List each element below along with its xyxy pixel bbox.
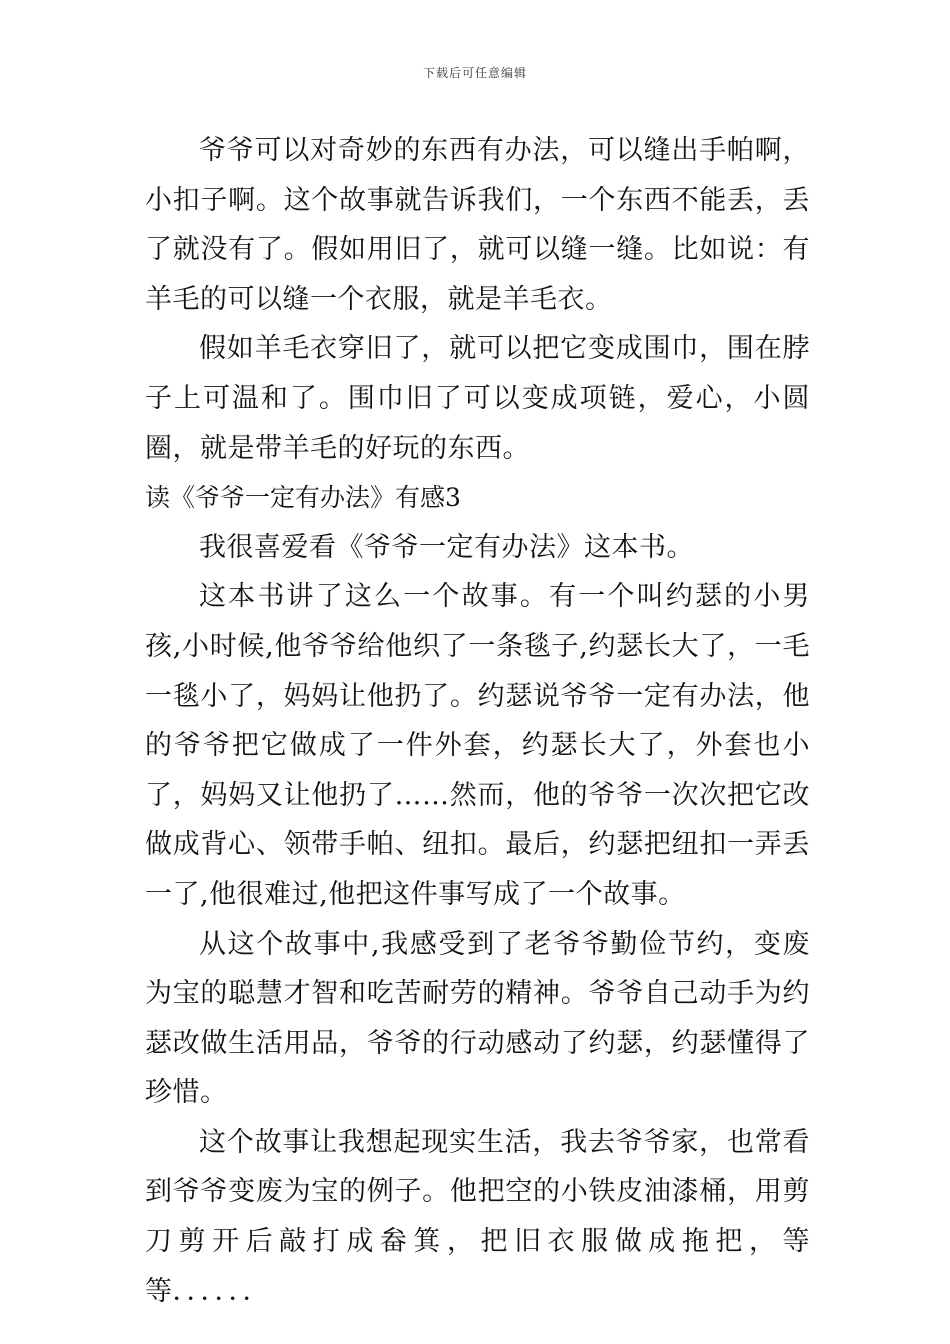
paragraph: 这个故事让我想起现实生活，我去爷爷家，也常看到爷爷变废为宝的例子。他把空的小铁皮油漆桶，用剪刀剪开后敲打成畚箕，把旧衣服做成拖把，等等．．．．．． <box>145 1126 810 1307</box>
paragraph: 我很喜爱看《爷爷一定有办法》这本书。 <box>199 531 694 563</box>
section-title: 读《爷爷一定有办法》有感3 <box>145 483 461 513</box>
page-header: 下载后可任意编辑 <box>422 66 527 80</box>
paragraph: 从这个故事中,我感受到了老爷爷勤俭节约，变废为宝的聪慧才智和吃苦耐劳的精神。爷爷自己动手为约瑟改做生活用品，爷爷的行动感动了约瑟，约瑟懂得了珍惜。 <box>145 928 810 1109</box>
document-body <box>145 126 810 1316</box>
paragraph: 假如羊毛衣穿旧了，就可以把它变成围巾，围在脖子上可温和了。围巾旧了可以变成项链，爱心，小圆圈，就是带羊毛的好玩的东西。 <box>145 333 810 464</box>
paragraph: 爷爷可以对奇妙的东西有办法，可以缝出手帕啊，小扣子啊。这个故事就告诉我们，一个东西不能丢，丢了就没有了。假如用旧了，就可以缝一缝。比如说：有羊毛的可以缝一个衣服，就是羊毛衣。 <box>145 135 810 315</box>
paragraph: 这本书讲了这么一个故事。有一个叫约瑟的小男孩,小时候,他爷爷给他织了一条毯子,约瑟长大了，一毛一毯小了，妈妈让他扔了。约瑟说爷爷一定有办法，他的爷爷把它做成了一件外套，约瑟长大了，外套也小了，妈妈又让他扔了……然而，他的爷爷一次次把它改做成背心、领带手帕、纽扣。最后，约瑟把纽扣一弄丢一了,他很难过,他把这件事写成了一个故事。 <box>145 581 810 910</box>
